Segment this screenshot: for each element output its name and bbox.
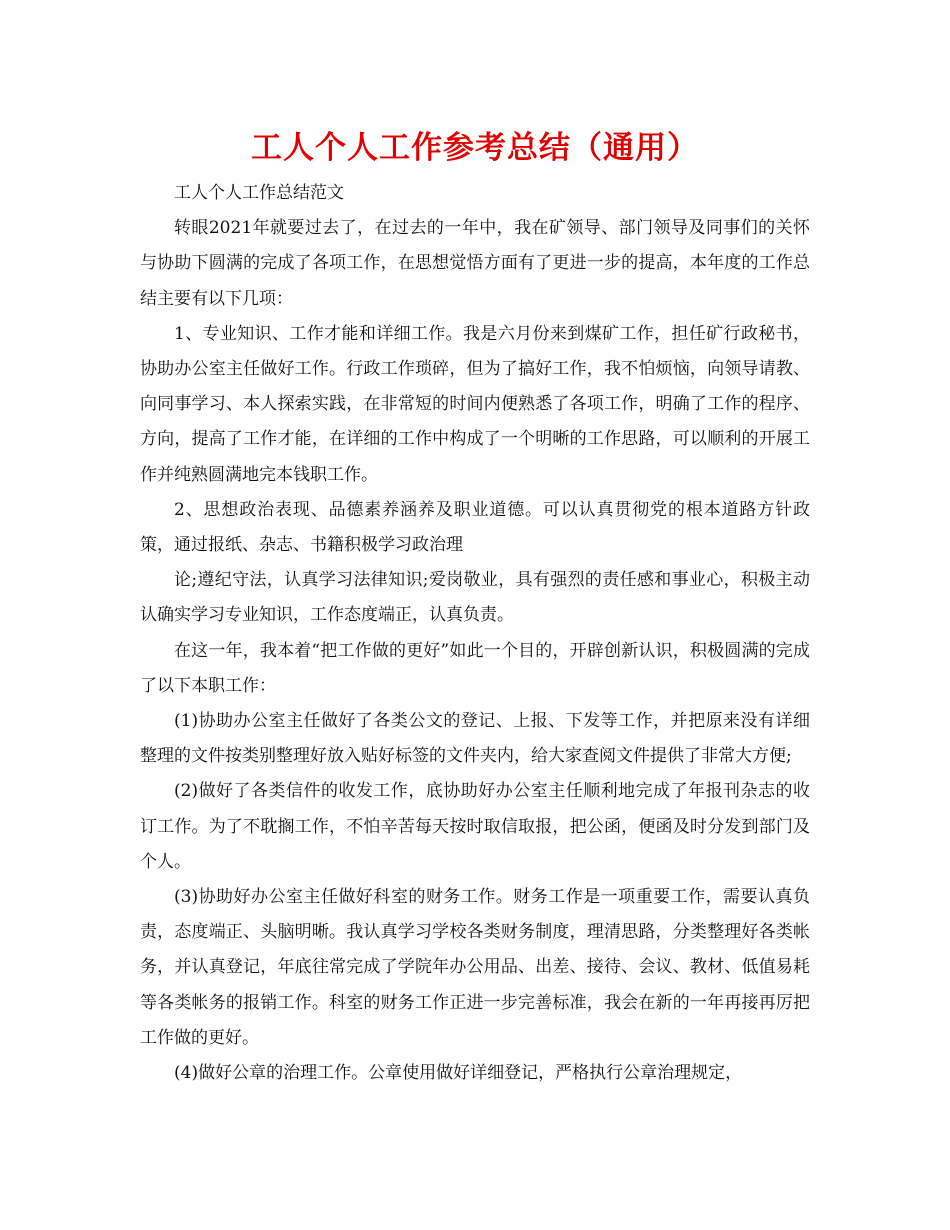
paragraph: (1)协助办公室主任做好了各类公文的登记、上报、下发等工作，并把原来没有详细整理的文件按类别整理好放入贴好标签的文件夹内，给大家查阅文件提供了非常大方便; bbox=[140, 711, 810, 767]
paragraph: (3)协助好办公室主任做好科室的财务工作。财务工作是一项重要工作，需要认真负责，态度端正、头脑明晰。我认真学习学校各类财务制度，理清思路，分类整理好各类帐务，并认真登记，年底往常完成了学院年办公用品、出差、接待、会议、教材、低值易耗等各类帐务的报销工作。科室的财务工作正进一步完善标准，我会在新的一年再接再厉把工作做的更好。 bbox=[140, 887, 810, 1048]
paragraph: 1、专业知识、工作才能和详细工作。我是六月份来到煤矿工作，担任矿行政秘书，协助办公室主任做好工作。行政工作琐碎，但为了搞好工作，我不怕烦恼，向领导请教、向同事学习、本人探索实践，在非常短的时间内便熟悉了各项工作，明确了工作的程序、方向，提高了工作才能，在详细的工作中构成了一个明晰的工作思路，可以顺利的开展工作并纯熟圆满地完本钱职工作。 bbox=[140, 323, 810, 485]
document-subtitle: 工人个人工作总结范文 bbox=[174, 183, 344, 203]
paragraph: 2、思想政治表现、品德素养涵养及职业道德。可以认真贯彻党的根本道路方针政策，通过报纸、杂志、书籍积极学习政治理 bbox=[140, 499, 810, 556]
document-title: 工人个人工作参考总结（通用） bbox=[251, 130, 699, 166]
paragraph: (4)做好公章的治理工作。公章使用做好详细登记，严格执行公章治理规定， bbox=[174, 1063, 743, 1084]
paragraph: 在这一年，我本着“把工作做的更好”如此一个目的，开辟创新认识，积极圆满的完成了以下本职工作： bbox=[140, 640, 810, 696]
paragraph: (2)做好了各类信件的收发工作，底协助好办公室主任顺利地完成了年报刊杂志的收订工作。为了不耽搁工作，不怕辛苦每天按时取信取报，把公函，便函及时分发到部门及个人。 bbox=[140, 781, 810, 872]
paragraph: 转眼2021年就要过去了，在过去的一年中，我在矿领导、部门领导及同事们的关怀与协助下圆满的完成了各项工作，在思想觉悟方面有了更进一步的提高，本年度的工作总结主要有以下几项： bbox=[140, 218, 810, 309]
paragraph: 论;遵纪守法，认真学习法律知识;爱岗敬业，具有强烈的责任感和事业心，积极主动认确实学习专业知识，工作态度端正，认真负责。 bbox=[140, 570, 810, 626]
document-body bbox=[140, 176, 810, 1091]
